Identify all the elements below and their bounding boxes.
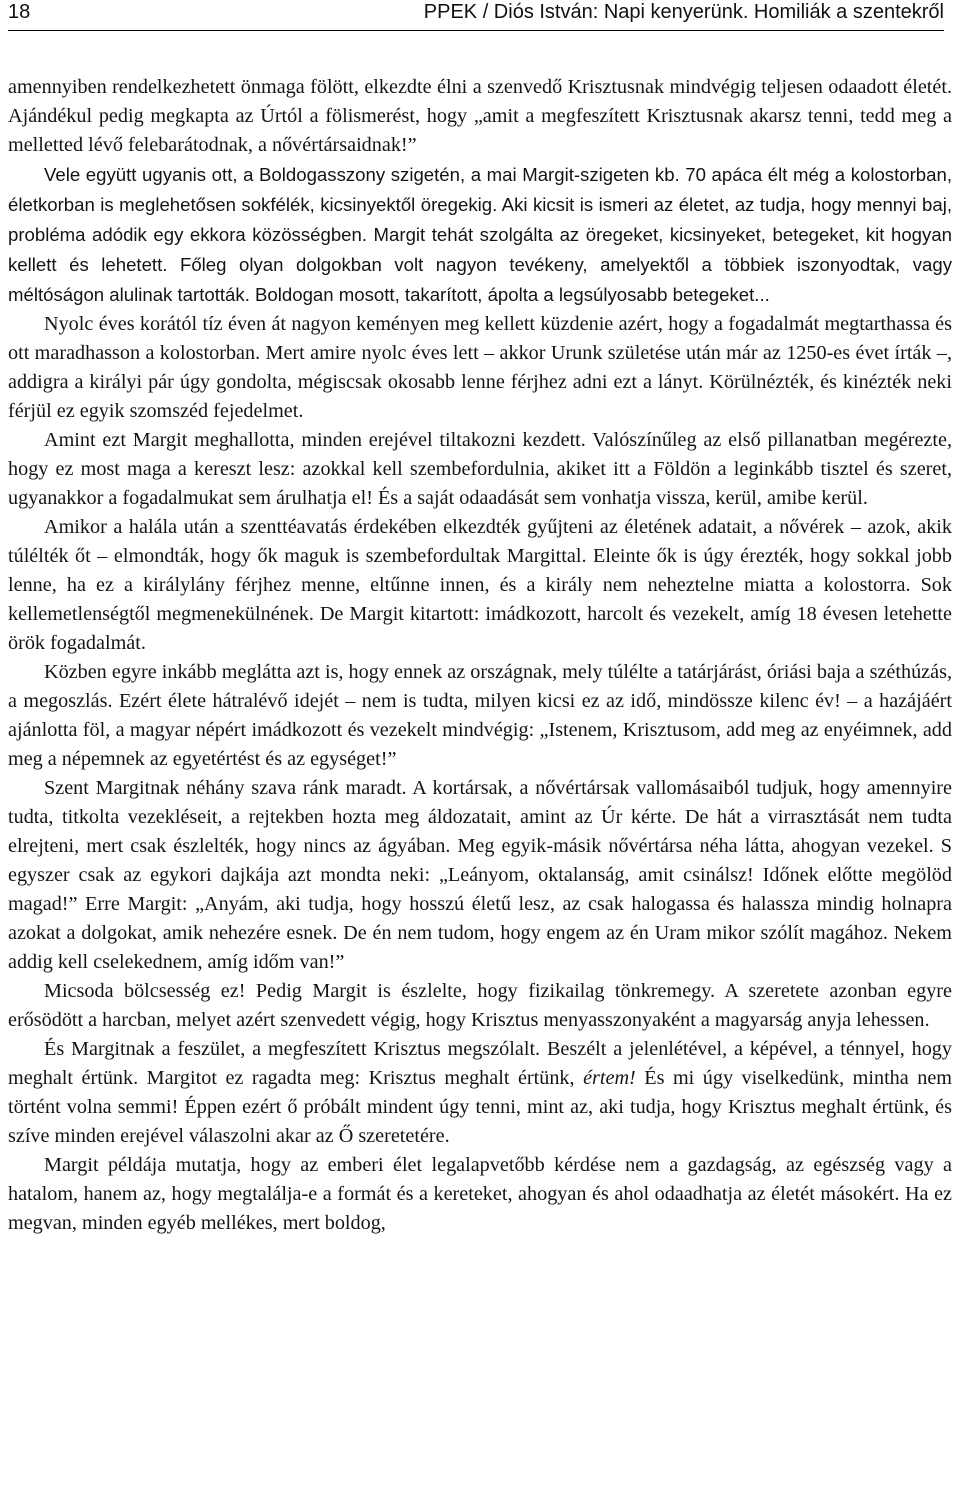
paragraph-2 [8,160,952,310]
paragraph-9-emphasis: értem! [583,1067,636,1089]
paragraph-1: amennyiben rendelkezhetett önmaga fölött, elkezdte élni a szenvedő Krisztusnak mindvégig teljesen odaadott életét. Ajándékul pedig megkapta az Úrtól a fölismerést, hogy „amit a megfeszített Krisztusnak akarsz tenni, tedd meg a melletted lévő felebarátodnak, a nővértársaidnak!” [8,76,952,156]
paragraph-2-sans-text: Vele együtt ugyanis ott, a Boldogasszony szigetén, a mai Margit-szigeten kb. 70 apáca élt még a kolostorban, életkorban is meglehetősen sokfélék, kicsinyektől öregekig. Aki kicsit is ismeri az életet, az tudja, hogy mennyi baj, probléma adódik egy ekkora közösségben. Margit tehát szolgálta az öregeket, kicsinyeket, betegeket, kit hogyan kellett és lehetett. Főleg olyan dolgokban volt nagyon tevékeny, amelyektől a többiek iszonyodtak, vagy méltóságon alulinak tartották. Boldogan mosott, takarított, ápolta a legsúlyosabb betegeket... [8,164,952,305]
page-header [8,0,944,31]
document-body [8,73,952,1238]
paragraph-6: Közben egyre inkább meglátta azt is, hogy ennek az országnak, mely túlélte a tatárjárást, óriási baja a széthúzás, a megoszlás. Ezért élete hátralévő idejét – nem is tudta, milyen kicsi ez az idő, mindössze kilenc év! – a hazájáért ajánlotta föl, a magyar népért imádkozott és vezekelt mindvégig: „Istenem, Krisztusom, add meg az enyéimnek, add meg a népemnek az egyetértést és az egységet!” [8,661,952,770]
paragraph-3: Nyolc éves korától tíz éven át nagyon keményen meg kellett küzdenie azért, hogy a fogadalmát megtarthassa és ott maradhasson a kolostorban. Mert amire nyolc éves lett – akkor Urunk születése után már az 1250-es évet írták –, addigra a királyi pár úgy gondolta, mégiscsak okosabb lenne férjhez adni ezt a lányt. Körülnézték, és kinézték neki férjül ez egyik szomszéd fejedelmet. [8,313,952,422]
paragraph-9 [8,1035,952,1151]
running-title: PPEK / Diós István: Napi kenyerünk. Homiliák a szentekről [423,1,944,23]
paragraph-8: Micsoda bölcsesség ez! Pedig Margit is észlelte, hogy fizikailag tönkremegy. A szeretete azonban egyre erősödött a harcban, melyet azért szenvedett végig, hogy Krisztus menyasszonyaként a magyarság anyja lehessen. [8,980,952,1031]
paragraph-9-text-b: És mi úgy viselkedünk, mintha nem történt volna semmi! Éppen ezért ő próbált mindent úgy tenni, mint az, aki tudja, hogy Krisztus meghalt értünk, és szíve minden erejével válaszolni akar az Ő szeretetére. [8,1067,952,1147]
paragraph-10: Margit példája mutatja, hogy az emberi élet legalapvetőbb kérdése nem a gazdagság, az egészség vagy a hatalom, hanem az, hogy megtalálja-e a formát és a kereteket, ahogyan és ahol odaadhatja az életét másokért. Ha ez megvan, minden egyéb mellékes, mert boldog, [8,1154,952,1234]
paragraph-4: Amint ezt Margit meghallotta, minden erejével tiltakozni kezdett. Valószínűleg az első pillanatban megérezte, hogy ez most maga a kereszt lesz: azokkal kell szembefordulnia, akiket itt a Földön a leginkább tisztel és szeret, ugyanakkor a fogadalmukat sem árulhatja el! És a saját odaadását sem vonhatja vissza, kerül, amibe kerül. [8,429,952,509]
paragraph-9-text-a: És Margitnak a feszület, a megfeszített Krisztus megszólalt. Beszélt a jelenlétével, a képével, a ténnyel, hogy meghalt értünk. Margitot ez ragadta meg: Krisztus meghalt értünk, [8,1038,952,1089]
paragraph-5: Amikor a halála után a szenttéavatás érdekében elkezdték gyűjteni az életének adatait, a nővérek – azok, akik túlélték őt – elmondták, hogy ők maguk is szembefordultak Margittal. Eleinte ők is úgy érezték, hogy sokkal jobb lenne, ha ez a királylány férjhez menne, eltűnne innen, és a király nem neheztelne miatta a kolostorra. Sok kellemetlenségtől megmenekülnének. De Margit kitartott: imádkozott, harcolt és vezekelt, amíg 18 évesen letehette örök fogadalmát. [8,516,952,654]
paragraph-7: Szent Margitnak néhány szava ránk maradt. A kortársak, a nővértársak vallomásaiból tudjuk, hogy amennyire tudta, titkolta vezekléseit, a rejtekben hozta meg áldozatait, amint az Úr kérte. De hát a virrasztását nem tudta elrejteni, mert csak észlelték, hogy nincs az ágyában. Meg egyik-másik nővértársa néha látta, ahogyan vezekel. S egyszer csak az egykori dajkája azt mondta neki: „Leányom, oktalanság, amit csinálsz! Időnek előtte megölöd magad!” Erre Margit: „Anyám, aki tudja, hogy hosszú életű lesz, az csak halogassa és halassza mindig holnapra azokat a dolgokat, amik nehezére esnek. De én nem tudom, hogy engem az én Uram mikor szólít magához. Nekem addig kell cselekednem, amíg időm van!” [8,777,952,973]
page-number: 18 [8,1,31,23]
